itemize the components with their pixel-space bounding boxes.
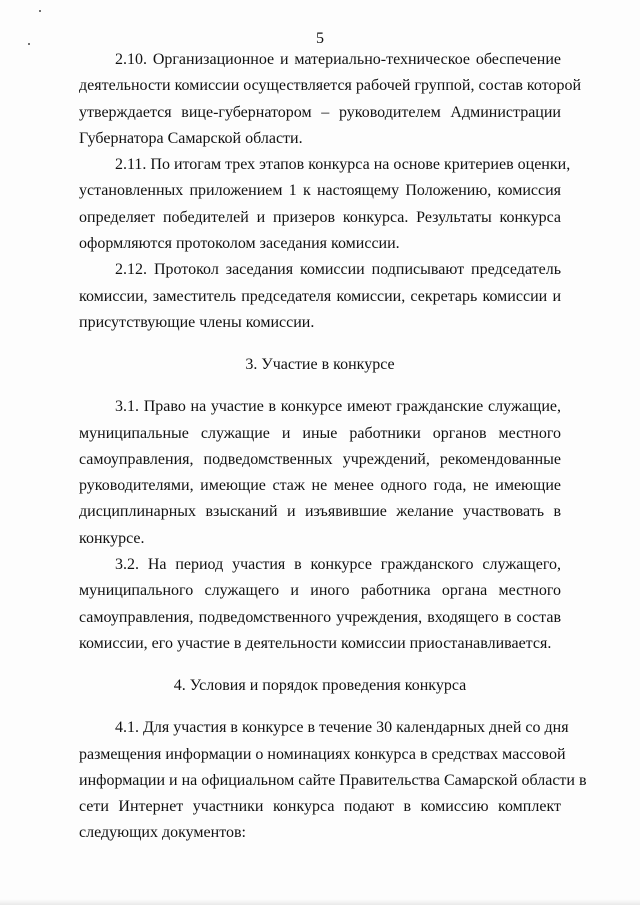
text-line: сети Интернет участники конкурса подают в комиссию комплект <box>79 798 561 816</box>
text-line: оформляются протоколом заседания комиссии. <box>79 235 400 253</box>
text-line: 2.10. Организационное и материально-техническое обеспечение <box>115 51 561 68</box>
text-line: самоуправления, подведомственного учреждения, входящего в состав <box>79 608 561 626</box>
paragraph-4-1 <box>79 715 587 846</box>
text-line: самоуправления, подведомственных учреждений, рекомендованные <box>79 450 561 468</box>
text-line: комиссии, его участие в деятельности комиссии приостанавливается. <box>79 634 552 652</box>
paragraph-3-1 <box>79 394 561 552</box>
scan-edge <box>0 899 640 905</box>
text-line: руководителями, имеющие стаж не менее одного года, не имеющие <box>79 477 561 495</box>
scan-speck <box>39 10 41 12</box>
text-line: муниципальные служащие и иные работники органов местного <box>79 424 561 442</box>
text-line: 3.2. На период участия в конкурсе гражданского служащего, <box>115 556 561 574</box>
text-line: 2.12. Протокол заседания комиссии подписывают председатель <box>115 261 561 279</box>
section-heading-4: 4. Условия и порядок проведения конкурса <box>173 677 467 695</box>
paragraph-2-12 <box>79 257 561 336</box>
text-line: следующих документов: <box>79 824 246 842</box>
page-number: 5 <box>316 30 324 47</box>
text-line: Губернатора Самарской области. <box>79 129 303 147</box>
text-line: 2.11. По итогам трех этапов конкурса на основе критериев оценки, <box>115 156 571 174</box>
text-line: дисциплинарных взысканий и изъявившие желание участвовать в <box>79 503 561 521</box>
text-line: муниципального служащего и иного работника органа местного <box>79 582 561 600</box>
text-line: определяет победителей и призеров конкурса. Результаты конкурса <box>79 208 561 226</box>
paragraph-3-2 <box>79 552 561 657</box>
text-line: утверждается вице-губернатором – руководителем Администрации <box>79 103 561 121</box>
text-line: комиссии, заместитель председателя комиссии, секретарь комиссии и <box>79 287 561 305</box>
text-line: 3.1. Право на участие в конкурсе имеют гражданские служащие, <box>115 398 561 416</box>
text-line: информации и на официальном сайте Правительства Самарской области в <box>79 771 587 789</box>
text-line: 4.1. Для участия в конкурсе в течение 30 календарных дней со дня <box>115 719 569 737</box>
text-line: присутствующие члены комиссии. <box>79 313 315 331</box>
document-body <box>79 47 587 847</box>
paragraph-2-10 <box>79 47 582 152</box>
text-line: конкурсе. <box>79 529 145 547</box>
section-heading-3: 3. Участие в конкурсе <box>245 356 395 374</box>
text-line: установленных приложением 1 к настоящему Положению, комиссия <box>79 182 561 200</box>
text-line: размещения информации о номинациях конкурса в средствах массовой <box>79 745 566 763</box>
text-line: деятельности комиссии осуществляется рабочей группой, состав которой <box>79 77 582 95</box>
paragraph-2-11 <box>79 152 571 257</box>
